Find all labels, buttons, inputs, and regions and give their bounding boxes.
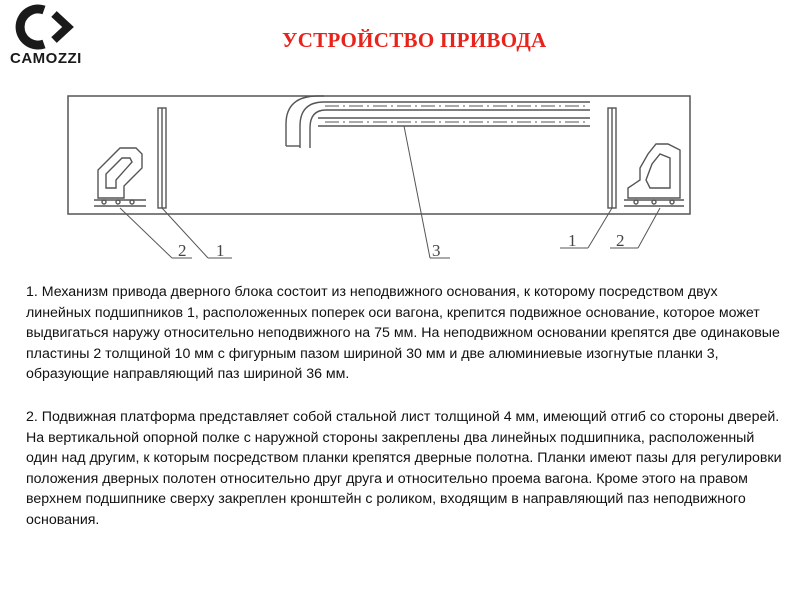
camozzi-logo-icon — [4, 4, 102, 50]
leader-lines — [120, 126, 660, 258]
label-plate-left: 2 — [178, 241, 187, 260]
label-bearing-left: 1 — [216, 241, 225, 260]
label-bearing-right: 1 — [568, 231, 577, 250]
camozzi-logo — [4, 4, 102, 76]
description-text — [26, 282, 786, 553]
paragraph-1: 1. Механизм привода дверного блока состоит из неподвижного основания, к которому посредством двух линейных подшипников 1, расположенных поперек оси вагона, крепится подвижное основание, которое может выдвигаться наружу относительно неподвижного на 75 мм. На неподвижном основании крепятся две одинаковые пластины 2 толщиной 10 мм с фигурным пазом шириной 30 мм и две алюминиевые изогнутые планки 3, образующие направляющий паз шириной 36 мм. — [26, 284, 780, 383]
label-guide-bars: 3 — [432, 241, 441, 260]
right-bearing-1 — [608, 108, 616, 208]
drive-mechanism-drawing — [60, 88, 720, 270]
logo-brand-text: CAMOZZI — [10, 50, 82, 67]
paragraph-2: 2. Подвижная платформа представляет собой стальной лист толщиной 4 мм, имеющий отгиб со стороны дверей. На вертикальной опорной полке с наружной стороны закреплены два линейных подшипника, расположенный один над другим, к которым посредством планки крепятся дверные полотна. Планки имеют пазы для регулировки положения дверных полотен относительно друг друга и относительно проема вагона. Кроме этого на правом верхнем подшипнике сверху закреплен кронштейн с роликом, входящим в направляющий паз неподвижного основания. — [26, 408, 782, 528]
left-bearing-1 — [158, 108, 166, 208]
left-plate-2 — [94, 148, 146, 206]
page-title: УСТРОЙСТВО ПРИВОДА — [282, 28, 547, 52]
right-plate-2 — [624, 144, 684, 206]
label-plate-right: 2 — [616, 231, 625, 250]
guide-bars-3 — [286, 96, 590, 148]
